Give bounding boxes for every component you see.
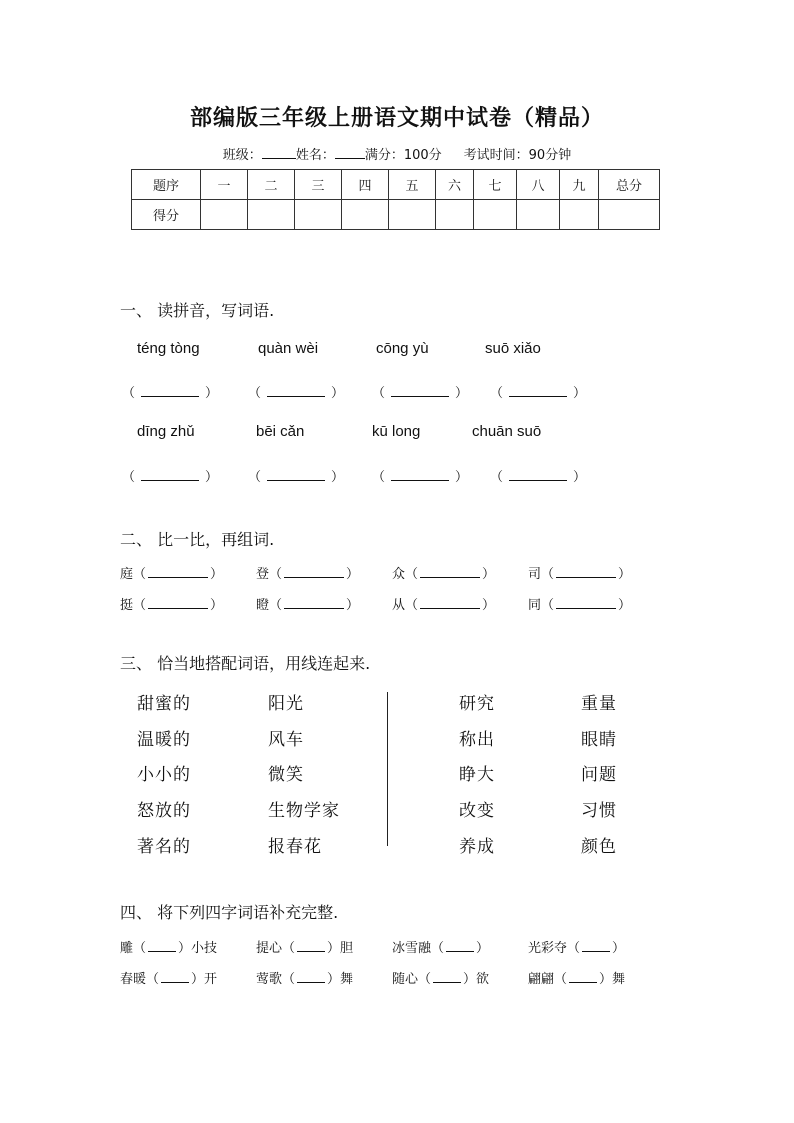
blank-line[interactable]: [148, 939, 176, 952]
answer-blank[interactable]: [248, 466, 344, 485]
compare-item[interactable]: [528, 594, 631, 613]
blank-line[interactable]: [297, 970, 325, 983]
blank-line[interactable]: [148, 596, 208, 609]
name-label: 姓名：: [295, 148, 335, 163]
score-cell[interactable]: [342, 200, 389, 230]
paren-close: ）: [618, 567, 632, 582]
score-table: [131, 169, 660, 230]
paren-open: （: [405, 567, 419, 582]
pinyin-item: dīng zhǔ: [137, 423, 195, 440]
header-cell: 六: [436, 170, 474, 200]
paren-close: ）: [210, 567, 224, 582]
match-word[interactable]: 风车: [268, 730, 304, 750]
char: 登: [256, 567, 270, 582]
blank-line[interactable]: [391, 468, 449, 481]
match-word[interactable]: 甜蜜的: [137, 694, 191, 714]
idiom-pre: 冰雪融（: [392, 941, 445, 956]
divider-line: [387, 692, 388, 846]
blank-line[interactable]: [420, 596, 480, 609]
match-word[interactable]: 研究: [459, 694, 495, 714]
match-word[interactable]: 温暖的: [137, 730, 191, 750]
score-cell[interactable]: [474, 200, 517, 230]
blank-line[interactable]: [267, 384, 325, 397]
match-word[interactable]: 报春花: [268, 837, 322, 857]
match-word[interactable]: 阳光: [268, 694, 304, 714]
idiom-pre: 雕（: [120, 941, 147, 956]
header-cell: 总分: [599, 170, 660, 200]
idiom-item[interactable]: [392, 937, 489, 956]
paren-open: （: [122, 470, 136, 485]
pinyin-item: cōng yù: [376, 340, 429, 357]
paren-open: （: [372, 386, 386, 401]
score-table-header-row: [132, 170, 660, 200]
header-cell: 一: [201, 170, 248, 200]
paren-close: ）: [205, 386, 219, 401]
score-cell[interactable]: [517, 200, 560, 230]
answer-blank[interactable]: [372, 466, 468, 485]
match-word[interactable]: 重量: [581, 694, 617, 714]
match-word[interactable]: 问题: [581, 765, 617, 785]
section4-title: 四、 将下列四字词语补充完整.: [120, 903, 339, 922]
pinyin-item: kū long: [372, 423, 421, 440]
blank-line[interactable]: [284, 565, 344, 578]
paren-open: （: [269, 598, 283, 613]
score-cell[interactable]: [248, 200, 295, 230]
pinyin-item: téng tòng: [137, 340, 200, 357]
char: 从: [392, 598, 406, 613]
idiom-item[interactable]: [256, 937, 353, 956]
score-cell[interactable]: [201, 200, 248, 230]
class-blank[interactable]: [262, 146, 296, 159]
char: 司: [528, 567, 542, 582]
idiom-post: ）欲: [463, 972, 490, 987]
compare-item[interactable]: [120, 594, 223, 613]
paren-open: （: [133, 598, 147, 613]
section1-title: 一、 读拼音，写词语.: [120, 301, 275, 320]
score-cell[interactable]: [599, 200, 660, 230]
paren-open: （: [490, 386, 504, 401]
char: 挺: [120, 598, 134, 613]
match-word[interactable]: 小小的: [137, 765, 191, 785]
paren-close: ）: [346, 598, 360, 613]
idiom-pre: 春暖（: [120, 972, 160, 987]
compare-item[interactable]: [392, 594, 495, 613]
compare-item[interactable]: [392, 563, 495, 582]
idiom-pre: 光彩夺（: [528, 941, 581, 956]
paren-close: ）: [573, 470, 587, 485]
score-cell[interactable]: [560, 200, 599, 230]
blank-line[interactable]: [582, 939, 610, 952]
section2-title: 二、 比一比，再组词.: [120, 530, 275, 549]
idiom-post: ）舞: [327, 972, 354, 987]
row-label-cell: 得分: [132, 200, 201, 230]
idiom-item[interactable]: [120, 968, 217, 987]
paren-close: ）: [618, 598, 632, 613]
blank-line[interactable]: [509, 468, 567, 481]
paren-open: （: [122, 386, 136, 401]
char: 庭: [120, 567, 134, 582]
idiom-post: ）: [476, 941, 490, 956]
answer-blank[interactable]: [122, 466, 218, 485]
score-cell[interactable]: [295, 200, 342, 230]
char: 众: [392, 567, 406, 582]
paren-open: （: [269, 567, 283, 582]
blank-line[interactable]: [284, 596, 344, 609]
score-cell[interactable]: [436, 200, 474, 230]
blank-line[interactable]: [141, 468, 199, 481]
compare-item[interactable]: [256, 563, 359, 582]
match-word[interactable]: 颜色: [581, 837, 617, 857]
idiom-item[interactable]: [528, 937, 625, 956]
paren-open: （: [490, 470, 504, 485]
header-cell: 四: [342, 170, 389, 200]
paren-close: ）: [573, 386, 587, 401]
match-word[interactable]: 眼睛: [581, 730, 617, 750]
idiom-item[interactable]: [120, 937, 217, 956]
exam-time: 考试时间：90分钟: [463, 148, 572, 163]
paren-open: （: [541, 567, 555, 582]
exam-info: [0, 144, 794, 163]
blank-line[interactable]: [556, 596, 616, 609]
pinyin-item: quàn wèi: [258, 340, 319, 357]
paren-close: ）: [331, 470, 345, 485]
score-table-score-row: [132, 200, 660, 230]
match-word[interactable]: 微笑: [268, 765, 304, 785]
paren-open: （: [405, 598, 419, 613]
blank-line[interactable]: [433, 970, 461, 983]
paren-open: （: [248, 470, 262, 485]
paren-open: （: [372, 470, 386, 485]
blank-line[interactable]: [420, 565, 480, 578]
header-cell: 题序: [132, 170, 201, 200]
header-cell: 二: [248, 170, 295, 200]
header-cell: 九: [560, 170, 599, 200]
page-title: 部编版三年级上册语文期中试卷（精品）: [189, 106, 604, 131]
idiom-item[interactable]: [256, 968, 353, 987]
idiom-item[interactable]: [528, 968, 625, 987]
idiom-pre: 莺歌（: [256, 972, 296, 987]
paren-close: ）: [455, 470, 469, 485]
idiom-post: ）开: [191, 972, 218, 987]
name-blank[interactable]: [335, 146, 365, 159]
blank-line[interactable]: [141, 384, 199, 397]
answer-blank[interactable]: [122, 382, 218, 401]
idiom-post: ）: [612, 941, 626, 956]
match-word[interactable]: 改变: [459, 801, 495, 821]
answer-blank[interactable]: [490, 466, 586, 485]
compare-item[interactable]: [120, 563, 223, 582]
pinyin-item: bēi cǎn: [256, 423, 305, 440]
answer-blank[interactable]: [490, 382, 586, 401]
blank-line[interactable]: [161, 970, 189, 983]
paren-close: ）: [482, 598, 496, 613]
blank-line[interactable]: [446, 939, 474, 952]
char: 同: [528, 598, 542, 613]
paren-open: （: [541, 598, 555, 613]
blank-line[interactable]: [569, 970, 597, 983]
header-cell: 七: [474, 170, 517, 200]
match-word[interactable]: 怒放的: [137, 801, 191, 821]
class-label: 班级：: [222, 148, 262, 163]
pinyin-item: chuān suō: [472, 423, 542, 440]
match-word[interactable]: 养成: [459, 837, 495, 857]
paren-close: ）: [210, 598, 224, 613]
paren-open: （: [133, 567, 147, 582]
match-word[interactable]: 著名的: [137, 837, 191, 857]
compare-item[interactable]: [256, 594, 359, 613]
idiom-pre: 随心（: [392, 972, 432, 987]
match-word[interactable]: 习惯: [581, 801, 617, 821]
idiom-pre: 提心（: [256, 941, 296, 956]
pinyin-item: suō xiǎo: [485, 340, 541, 357]
answer-blank[interactable]: [372, 382, 468, 401]
paren-open: （: [248, 386, 262, 401]
char: 瞪: [256, 598, 270, 613]
blank-line[interactable]: [148, 565, 208, 578]
idiom-post: ）胆: [327, 941, 354, 956]
header-cell: 八: [517, 170, 560, 200]
match-word[interactable]: 称出: [459, 730, 495, 750]
paren-close: ）: [346, 567, 360, 582]
paren-close: ）: [455, 386, 469, 401]
header-cell: 三: [295, 170, 342, 200]
blank-line[interactable]: [267, 468, 325, 481]
compare-item[interactable]: [528, 563, 631, 582]
paren-close: ）: [205, 470, 219, 485]
blank-line[interactable]: [391, 384, 449, 397]
idiom-item[interactable]: [392, 968, 489, 987]
blank-line[interactable]: [297, 939, 325, 952]
paren-close: ）: [331, 386, 345, 401]
blank-line[interactable]: [509, 384, 567, 397]
header-cell: 五: [389, 170, 436, 200]
section3-title: 三、 恰当地搭配词语，用线连起来.: [120, 654, 371, 673]
match-word[interactable]: 生物学家: [268, 801, 340, 821]
full-score: 满分：100分: [364, 148, 442, 163]
idiom-pre: 翩翩（: [528, 972, 568, 987]
match-word[interactable]: 睁大: [459, 765, 495, 785]
score-cell[interactable]: [389, 200, 436, 230]
answer-blank[interactable]: [248, 382, 344, 401]
paren-close: ）: [482, 567, 496, 582]
idiom-post: ）舞: [599, 972, 626, 987]
blank-line[interactable]: [556, 565, 616, 578]
idiom-post: ）小技: [178, 941, 218, 956]
